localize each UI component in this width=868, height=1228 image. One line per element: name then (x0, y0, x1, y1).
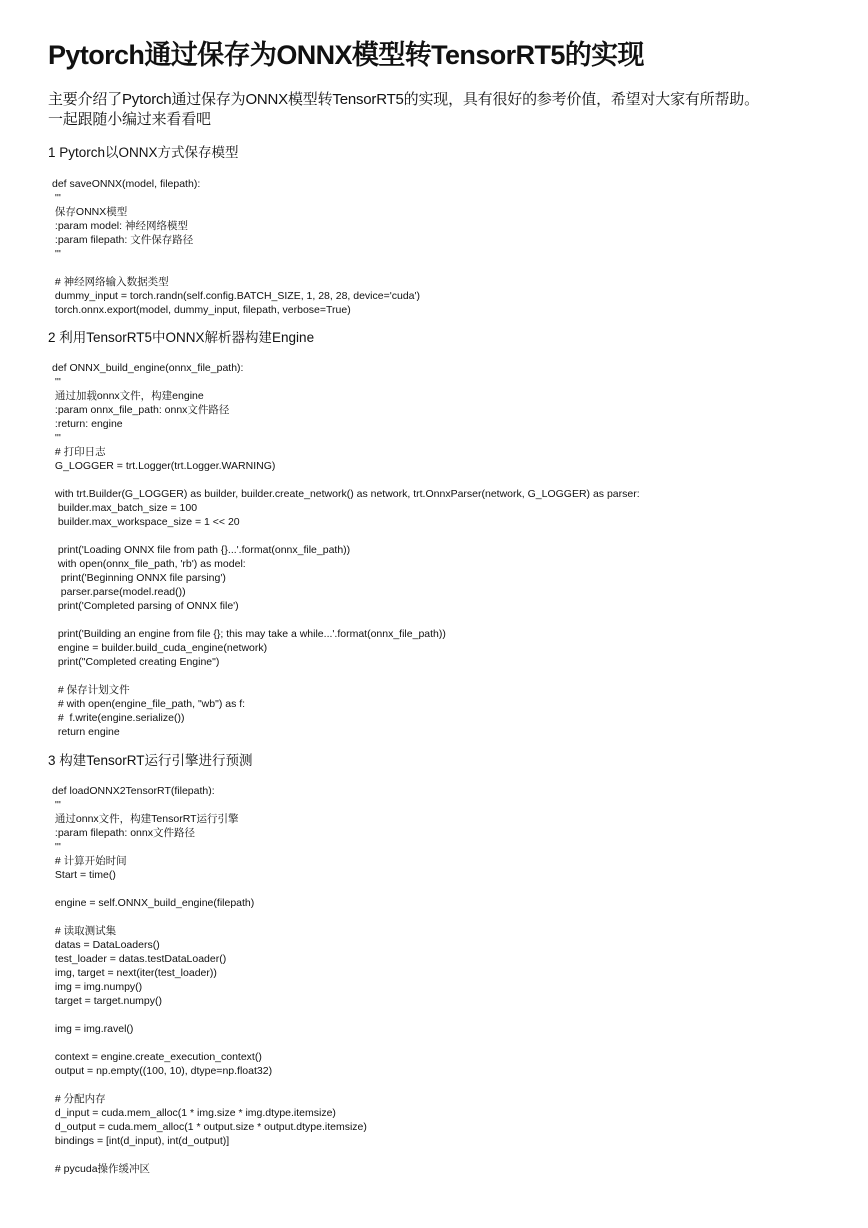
code-line: parser.parse(model.read()) (52, 586, 186, 598)
code-line: # 读取测试集 (52, 925, 117, 937)
code-line: engine = builder.build_cuda_engine(network) (52, 642, 268, 654)
page-title: Pytorch通过保存为ONNX模型转TensorRT5的实现 (48, 40, 644, 70)
code-line: 通过onnx文件，构建TensorRT运行引擎 (52, 813, 239, 825)
code-line: print('Beginning ONNX file parsing') (52, 572, 226, 584)
code-line: img, target = next(iter(test_loader)) (52, 967, 217, 979)
code-line: d_input = cuda.mem_alloc(1 * img.size * img.dtype.itemsize) (52, 1107, 336, 1119)
code-line: def loadONNX2TensorRT(filepath): (52, 785, 215, 797)
code-line: Start = time() (52, 869, 116, 881)
code-line: img = img.numpy() (52, 981, 143, 993)
code-line: # 打印日志 (52, 446, 106, 458)
intro-line: 一起跟随小编过来看看吧 (48, 111, 211, 128)
code-line (52, 882, 367, 896)
code-line: # pycuda操作缓冲区 (52, 1163, 151, 1175)
code-line (52, 1078, 367, 1092)
intro-line: 主要介绍了Pytorch通过保存为ONNX模型转TensorRT5的实现，具有很好的参考价值，希望对大家有所帮助。 (48, 91, 759, 108)
code-line: engine = self.ONNX_build_engine(filepath) (52, 897, 255, 909)
code-line (52, 529, 640, 543)
code-line: ''' (52, 841, 61, 853)
code-line: print('Completed parsing of ONNX file') (52, 600, 239, 612)
code-line: test_loader = datas.testDataLoader() (52, 953, 227, 965)
code-line: torch.onnx.export(model, dummy_input, filepath, verbose=True) (52, 304, 351, 316)
code-line: output = np.empty((100, 10), dtype=np.float32) (52, 1065, 273, 1077)
code-line (52, 473, 640, 487)
code-line: # with open(engine_file_path, "wb") as f: (52, 698, 246, 710)
code-line: :param filepath: onnx文件路径 (52, 827, 195, 839)
code-line: dummy_input = torch.randn(self.config.BATCH_SIZE, 1, 28, 28, device='cuda') (52, 290, 420, 302)
code-line: :param onnx_file_path: onnx文件路径 (52, 404, 230, 416)
code-line: with open(onnx_file_path, 'rb') as model: (52, 558, 246, 570)
code-line: # f.write(engine.serialize()) (52, 712, 185, 724)
code-line: :param model: 神经网络模型 (52, 220, 188, 232)
intro-paragraph (48, 90, 848, 130)
code-line: print("Completed creating Engine") (52, 656, 220, 668)
code-line (52, 669, 640, 683)
code-line: with trt.Builder(G_LOGGER) as builder, builder.create_network() as network, trt.OnnxParser(network, G_LOGGER) as parser: (52, 488, 640, 500)
code-line: ''' (52, 376, 61, 388)
code-line: def ONNX_build_engine(onnx_file_path): (52, 362, 244, 374)
code-line: # 保存计划文件 (52, 684, 130, 696)
code-line: img = img.ravel() (52, 1023, 134, 1035)
section-heading-1: 1 Pytorch以ONNX方式保存模型 (48, 145, 239, 160)
section-heading-3: 3 构建TensorRT运行引擎进行预测 (48, 753, 253, 768)
code-line: 通过加载onnx文件，构建engine (52, 390, 204, 402)
code-line: ''' (52, 192, 61, 204)
code-line: # 分配内存 (52, 1093, 106, 1105)
code-line: G_LOGGER = trt.Logger(trt.Logger.WARNING) (52, 460, 276, 472)
code-line: ''' (52, 432, 61, 444)
code-line: # 计算开始时间 (52, 855, 127, 867)
code-line: context = engine.create_execution_context() (52, 1051, 262, 1063)
code-line (52, 1036, 367, 1050)
code-line: ''' (52, 799, 61, 811)
code-line: 保存ONNX模型 (52, 206, 128, 218)
code-line: target = target.numpy() (52, 995, 163, 1007)
code-line: :return: engine (52, 418, 123, 430)
code-line: datas = DataLoaders() (52, 939, 160, 951)
code-line (52, 1008, 367, 1022)
code-line: # 神经网络输入数据类型 (52, 276, 169, 288)
code-line: bindings = [int(d_input), int(d_output)] (52, 1135, 230, 1147)
section-heading-2: 2 利用TensorRT5中ONNX解析器构建Engine (48, 330, 315, 345)
code-line: return engine (52, 726, 120, 738)
code-line: def saveONNX(model, filepath): (52, 178, 201, 190)
code-block-2 (52, 361, 640, 739)
code-line (52, 910, 367, 924)
code-line (52, 613, 640, 627)
code-line: ''' (52, 248, 61, 260)
code-line (52, 261, 420, 275)
code-line: print('Building an engine from file {}; this may take a while...'.format(onnx_file_path)) (52, 628, 446, 640)
code-block-1 (52, 177, 420, 317)
code-line: d_output = cuda.mem_alloc(1 * output.size * output.dtype.itemsize) (52, 1121, 367, 1133)
code-block-3 (52, 784, 367, 1176)
code-line: builder.max_workspace_size = 1 << 20 (52, 516, 240, 528)
code-line: print('Loading ONNX file from path {}...'.format(onnx_file_path)) (52, 544, 351, 556)
code-line: builder.max_batch_size = 100 (52, 502, 198, 514)
code-line: :param filepath: 文件保存路径 (52, 234, 194, 246)
code-line (52, 1148, 367, 1162)
